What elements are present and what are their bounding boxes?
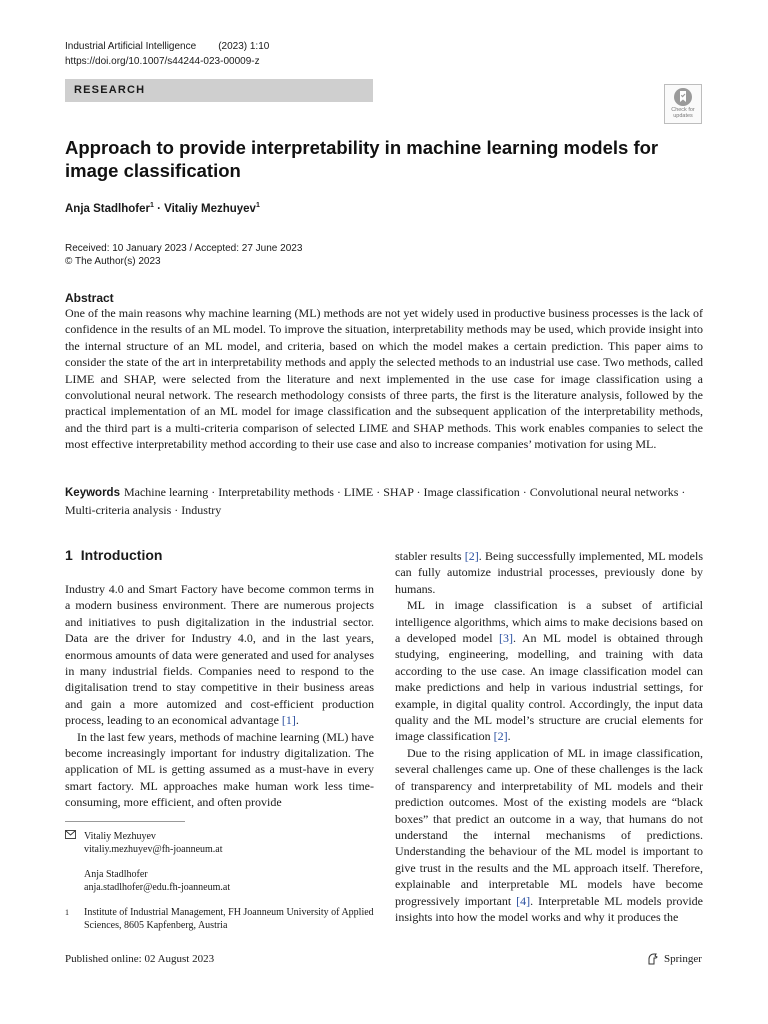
affiliation-mark: 1 bbox=[65, 908, 69, 917]
author-separator: · bbox=[153, 202, 165, 215]
author-2-affiliation-mark: 1 bbox=[255, 202, 260, 209]
badge-line1: Check for bbox=[671, 107, 695, 113]
author-list bbox=[65, 202, 260, 215]
paragraph-text: . An ML model is obtained through studying, engineering, modelling, and training with data according to the use case. An image classification model can make predictions and help in various industrial settings, for example, in digital quality control. Accordingly, the input data quality and the ML model’s structure are crucial elements for image classification bbox=[395, 631, 703, 744]
section-heading bbox=[65, 547, 162, 563]
paragraph-text: ML in image classification is a subset of artificial intelligence algorithms, which aims to make decisions based on a developed model bbox=[395, 598, 703, 646]
contact-email[interactable]: anja.stadlhofer@edu.fh-joanneum.at bbox=[84, 882, 231, 893]
contact-name: Vitaliy Mezhuyev bbox=[84, 831, 156, 842]
corresponding-author bbox=[65, 830, 374, 856]
copyright-notice: © The Author(s) 2023 bbox=[65, 256, 161, 267]
paragraph bbox=[395, 548, 703, 597]
paragraph-text: In the last few years, methods of machine learning (ML) have become increasingly important for industry digitalization. The application of ML is getting assumed as a must-have in every smart factory. ML approaches make human work less time-consuming, more efficient, and often provide bbox=[65, 729, 374, 810]
paragraph-text: Due to the rising application of ML in image classification, several challenges came up. One of these challenges is the lack of transparency and interpretability of ML models and their prediction outcomes. Most of the existing models are “black boxes” that predict an outcome in a way, that humans do not understand the internal mechanisms of predictions. Understanding the behaviour of the ML model is important to give trust in the results and the ML approach itself. Therefore, explainable and interpretable ML models have become progressively important bbox=[395, 745, 703, 908]
footnote-divider bbox=[65, 821, 185, 822]
left-column bbox=[65, 581, 374, 811]
journal-name: Industrial Artificial Intelligence bbox=[65, 41, 197, 52]
right-column bbox=[395, 548, 703, 925]
received-accepted-dates: Received: 10 January 2023 / Accepted: 27 June 2023 bbox=[65, 243, 303, 254]
citation-link[interactable]: [2] bbox=[493, 729, 508, 744]
abstract-text: One of the main reasons why machine learning (ML) methods are not yet widely used in productive business processes is the lack of confidence in the results of an ML model. To improve the situation, interpretability methods may be used, which provide insight into the internal structure of an ML model, and criteria, based on which the model makes a certain prediction. This paper aims to consider the state of the art in interpretability methods and apply the selected methods to an industrial use case. Two methods, called LIME and SHAP, were selected from the literature and next implemented in the use case for image classification using a convolutional neural network. The research methodology consists of three parts, the first is the literature analysis, followed by the practical implementation of an ML model for image classification and the subsequent application of the interpretability methods, and the third part is a multi-criteria comparison of selected LIME and SHAP methods. This work enables companies to select the most effective interpretability method according to their use case and also to increase companies’ motivation for using ML. bbox=[65, 306, 703, 452]
paragraph-text: stabler results bbox=[395, 549, 465, 563]
affiliation-text: Institute of Industrial Management, FH Joanneum University of Applied Sciences, 8605 Kapfenberg, Austria bbox=[84, 907, 374, 931]
citation-link[interactable]: [1] bbox=[281, 713, 296, 728]
citation-link[interactable]: [4] bbox=[516, 893, 531, 908]
paragraph-text: . bbox=[295, 713, 299, 728]
footnotes bbox=[65, 830, 374, 932]
volume: (2023) 1:10 bbox=[218, 41, 270, 52]
paper-title: Approach to provide interpretability in machine learning models for image classification bbox=[65, 137, 659, 181]
badge-line2: updates bbox=[673, 113, 693, 119]
keywords-block bbox=[65, 484, 703, 518]
keywords-label: Keywords bbox=[65, 487, 120, 499]
paragraph bbox=[395, 745, 703, 925]
paragraph-text: . bbox=[507, 729, 511, 744]
paragraph-text: . Being successfully implemented, ML models can fully automize industrial processes, previously done by humans. bbox=[395, 549, 703, 596]
bookmark-check-icon bbox=[673, 87, 693, 107]
envelope-icon bbox=[65, 830, 84, 856]
publisher-name: Springer bbox=[664, 953, 702, 965]
paragraph bbox=[65, 729, 374, 811]
article-type-label: RESEARCH bbox=[65, 79, 373, 102]
contact-email[interactable]: vitaliy.mezhuyev@fh-joanneum.at bbox=[84, 844, 223, 855]
paragraph bbox=[65, 581, 374, 729]
contact-name: Anja Stadlhofer bbox=[84, 869, 148, 880]
keywords-list: Machine learning · Interpretability methods · LIME · SHAP · Image classification · Convolutional neural networks · Multi-criteria analysis · Industry bbox=[65, 485, 686, 517]
check-for-updates-badge[interactable] bbox=[664, 84, 702, 124]
section-number: 1 bbox=[65, 547, 73, 563]
citation-link[interactable]: [3] bbox=[499, 631, 514, 646]
journal-info bbox=[65, 41, 269, 52]
paragraph-text: Industry 4.0 and Smart Factory have become common terms in a modern business environment. There are numerous projects and initiatives to push digitalization in the industrial sector. Data are the driver for Industry 4.0, and in the last years, enormous amounts of data were generated and used for analyses in many industrial fields. Companies need to respond to the digitalisation trend to stay competitive in their business areas and gain a more automized and cost-efficient production process, leading to an economical advantage bbox=[65, 582, 374, 728]
springer-horse-icon bbox=[646, 952, 660, 966]
paragraph-text: . Interpretable ML models provide insights into how the model works and why it produces the bbox=[395, 893, 704, 924]
affiliation bbox=[65, 906, 374, 932]
doi-link[interactable]: https://doi.org/10.1007/s44244-023-00009-z bbox=[65, 56, 260, 67]
paragraph bbox=[395, 597, 703, 745]
citation-link[interactable]: [2] bbox=[464, 549, 479, 563]
section-title: Introduction bbox=[80, 547, 163, 563]
dates-block bbox=[65, 242, 302, 268]
published-date: Published online: 02 August 2023 bbox=[65, 953, 215, 965]
abstract-heading: Abstract bbox=[65, 291, 114, 305]
author-1[interactable]: Anja Stadlhofer bbox=[65, 202, 150, 215]
co-author-contact bbox=[65, 868, 374, 894]
author-2[interactable]: Vitaliy Mezhuyev bbox=[164, 202, 256, 215]
publisher-logo bbox=[646, 952, 702, 966]
author-1-affiliation-mark: 1 bbox=[149, 202, 154, 209]
